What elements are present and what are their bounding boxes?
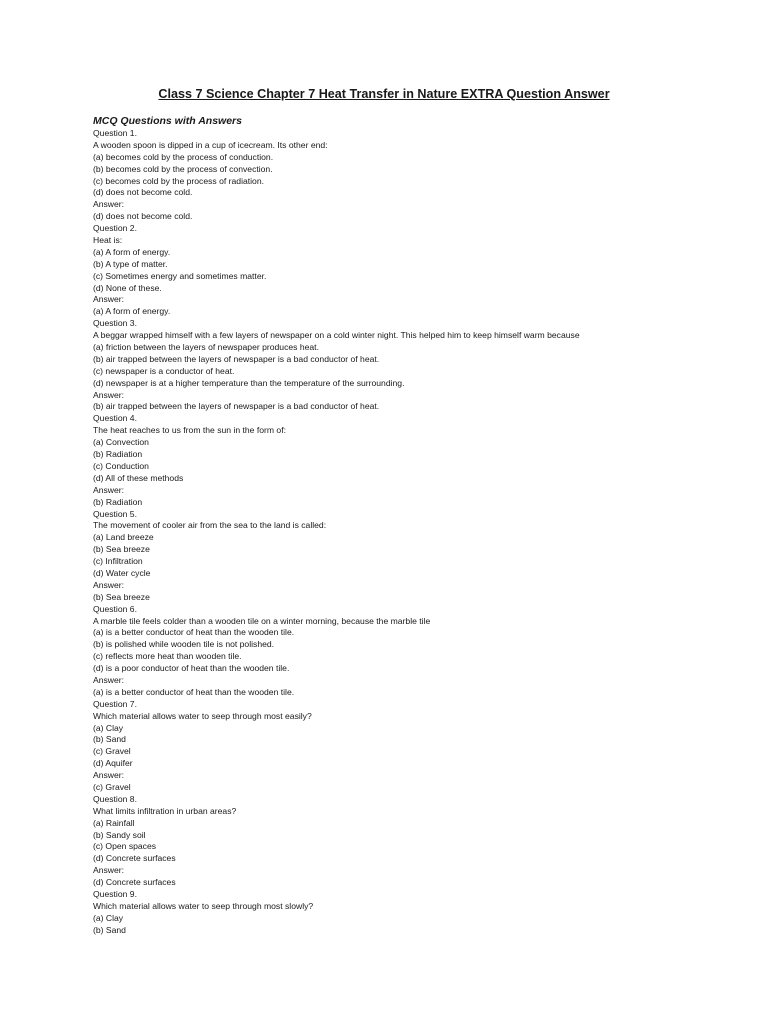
- question-text: Which material allows water to seep through most slowly?: [93, 900, 314, 911]
- option-line: (a) A form of energy.: [93, 306, 171, 317]
- answer-label: Answer:: [93, 484, 125, 495]
- option-line: (a) friction between the layers of newspaper produces heat.: [93, 342, 319, 353]
- option-line: (c) becomes cold by the process of radiation.: [93, 175, 265, 186]
- option-line: (b) Sea breeze: [93, 544, 150, 555]
- option-line: (c) reflects more heat than wooden tile.: [93, 651, 242, 662]
- option-line: (b) Sand: [93, 734, 126, 745]
- answer-label: Answer:: [93, 770, 125, 781]
- option-line: (b) becomes cold by the process of convection.: [93, 163, 273, 174]
- option-line: (a) Convection: [93, 437, 149, 448]
- option-line: (b) Radiation: [93, 449, 143, 460]
- question-text: The heat reaches to us from the sun in the form of:: [93, 425, 286, 436]
- option-line: (a) is a better conductor of heat than the wooden tile.: [93, 686, 295, 697]
- option-line: (a) Clay: [93, 722, 124, 733]
- page-title: Class 7 Science Chapter 7 Heat Transfer in Nature EXTRA Question Answer: [158, 87, 610, 101]
- question-number: Question 6.: [93, 603, 137, 614]
- option-line: (a) Land breeze: [93, 532, 154, 543]
- question-list: [93, 128, 733, 937]
- question-number: Question 1.: [93, 128, 137, 138]
- option-line: (d) is a poor conductor of heat than the wooden tile.: [93, 663, 290, 674]
- option-line: (b) air trapped between the layers of newspaper is a bad conductor of heat.: [93, 401, 380, 412]
- option-line: (d) does not become cold.: [93, 187, 193, 198]
- question-text: The movement of cooler air from the sea to the land is called:: [93, 520, 327, 531]
- option-line: (b) Sandy soil: [93, 829, 146, 840]
- section-heading: MCQ Questions with Answers: [93, 115, 242, 127]
- option-line: (d) Aquifer: [93, 758, 133, 769]
- answer-label: Answer:: [93, 294, 125, 305]
- option-line: (d) does not become cold.: [93, 211, 193, 222]
- answer-label: Answer:: [93, 865, 125, 876]
- answer-label: Answer:: [93, 579, 125, 590]
- question-text: A marble tile feels colder than a wooden tile on a winter morning, because the marble tile: [93, 615, 431, 626]
- option-line: (d) Concrete surfaces: [93, 877, 176, 888]
- answer-label: Answer:: [93, 674, 125, 685]
- option-line: (b) Sea breeze: [93, 591, 150, 602]
- question-number: Question 8.: [93, 793, 137, 804]
- option-line: (a) is a better conductor of heat than the wooden tile.: [93, 627, 295, 638]
- question-text: Heat is:: [93, 235, 123, 246]
- question-number: Question 2.: [93, 223, 137, 234]
- option-line: (b) is polished while wooden tile is not polished.: [93, 639, 275, 650]
- question-number: Question 3.: [93, 318, 137, 329]
- option-line: (a) Clay: [93, 912, 124, 923]
- option-line: (b) Sand: [93, 924, 126, 935]
- question-text: A wooden spoon is dipped in a cup of icecream. Its other end:: [93, 139, 328, 150]
- option-line: (a) A form of energy.: [93, 246, 171, 257]
- question-number: Question 7.: [93, 698, 137, 709]
- option-line: (c) Gravel: [93, 781, 131, 792]
- answer-label: Answer:: [93, 199, 125, 210]
- option-line: (b) Radiation: [93, 496, 143, 507]
- option-line: (d) None of these.: [93, 282, 162, 293]
- option-line: (c) Infiltration: [93, 556, 143, 567]
- question-text: What limits infiltration in urban areas?: [93, 805, 237, 816]
- question-number: Question 9.: [93, 889, 137, 899]
- option-line: (c) Open spaces: [93, 841, 157, 852]
- option-line: (c) Conduction: [93, 460, 149, 471]
- option-line: (d) Concrete surfaces: [93, 853, 176, 864]
- option-line: (b) air trapped between the layers of newspaper is a bad conductor of heat.: [93, 353, 380, 364]
- option-line: (c) Gravel: [93, 746, 131, 757]
- option-line: (d) All of these methods: [93, 472, 184, 483]
- option-line: (c) Sometimes energy and sometimes matter.: [93, 270, 267, 281]
- question-number: Question 5.: [93, 508, 137, 519]
- question-text: A beggar wrapped himself with a few layers of newspaper on a cold winter night. This helped him to keep himself warm because: [93, 330, 580, 341]
- answer-label: Answer:: [93, 389, 125, 400]
- option-line: (a) becomes cold by the process of conduction.: [93, 151, 274, 162]
- question-text: Which material allows water to seep through most easily?: [93, 710, 312, 721]
- option-line: (b) A type of matter.: [93, 258, 168, 269]
- option-line: (d) newspaper is at a higher temperature than the temperature of the surrounding.: [93, 377, 405, 388]
- question-number: Question 4.: [93, 413, 137, 424]
- option-line: (d) Water cycle: [93, 567, 151, 578]
- option-line: (c) newspaper is a conductor of heat.: [93, 365, 235, 376]
- option-line: (a) Rainfall: [93, 817, 135, 828]
